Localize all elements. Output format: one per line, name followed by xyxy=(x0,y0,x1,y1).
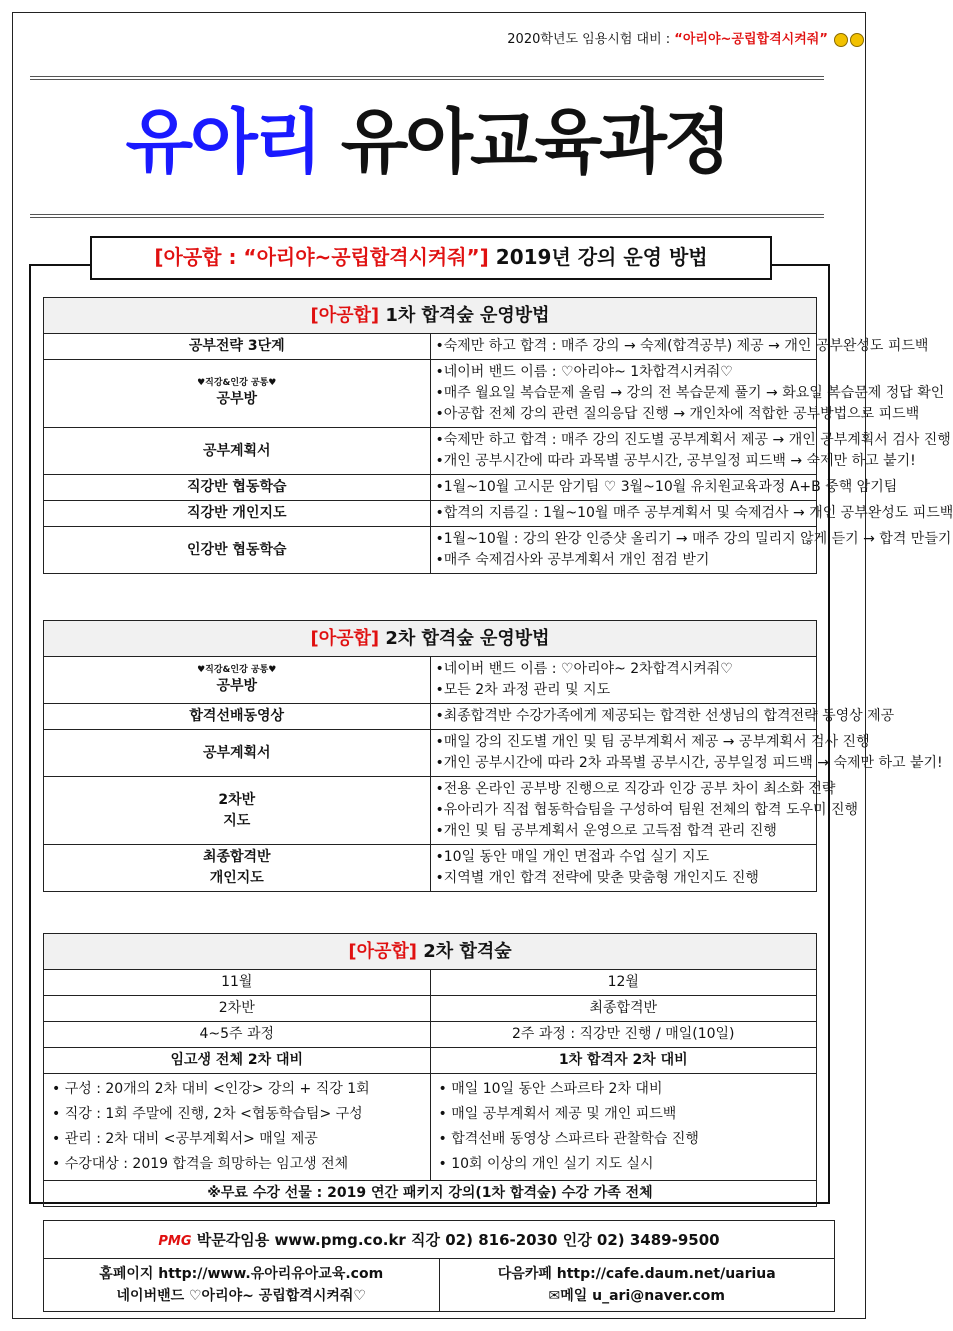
footer-contact: www.pmg.co.kr 직강 02) 816-2030 인강 02) 3489-9500 xyxy=(269,1231,720,1249)
content-line: •10일 동안 매일 개인 면접과 수업 실기 지도 xyxy=(435,849,710,865)
label-main: 2차반 xyxy=(218,791,256,808)
left-duration: 4~5주 과정 xyxy=(44,1022,431,1048)
content-line: •1월~10월 : 강의 완강 인증샷 올리기 → 매주 강의 밀리지 않게 듣기 → 합격 만들기 xyxy=(435,531,952,547)
list-item: • 매일 공부계획서 제공 및 개인 피드백 xyxy=(438,1106,677,1122)
right-class-name: 최종합격반 xyxy=(430,996,817,1022)
content-line: •매주 월요일 복습문제 올림 → 강의 전 복습문제 풀기 → 화요일 복습문제 정답 확인 xyxy=(435,385,945,401)
label-main-2: 개인지도 xyxy=(209,870,264,886)
section1-row-label: 인강반 협동학습 xyxy=(44,527,431,574)
list-item: • 구성 : 20개의 2차 대비 <인강> 강의 + 직강 1회 xyxy=(52,1081,370,1097)
section2-row-content xyxy=(430,657,817,704)
section2-row-label xyxy=(44,845,431,892)
section1-row-content xyxy=(430,360,945,428)
free-gift-note: ※무료 수강 선물 : 2019 연간 패키지 강의(1차 합격숲) 수강 가족 전체 xyxy=(44,1181,817,1207)
top-slogan xyxy=(507,28,864,47)
list-item: • 매일 10일 동안 스파르타 2차 대비 xyxy=(438,1081,663,1097)
label-main-2: 지도 xyxy=(223,812,251,829)
section1-row-content xyxy=(430,334,929,360)
content-line: •지역별 개인 합격 전략에 맞춘 맞춤형 개인지도 진행 xyxy=(435,870,759,886)
section3-title xyxy=(44,934,817,970)
content-line: •유아리가 직접 협동학습팀을 구성하여 팀원 전체의 합격 도우미 진행 xyxy=(435,802,859,818)
left-month: 11월 xyxy=(44,970,431,996)
section2-table xyxy=(43,620,943,892)
section1-row-content xyxy=(430,501,953,527)
section3-table xyxy=(43,933,817,1207)
content-line: •1월~10월 고시문 암기팀 ♡ 3월~10월 유치원교육과정 A+B 중핵 암기팀 xyxy=(435,479,898,495)
section2-row-content xyxy=(430,845,817,892)
footer-right xyxy=(439,1259,835,1311)
label-main: 공부방 xyxy=(216,391,258,407)
content-line: •개인 공부시간에 따라 과목별 공부시간, 공부일정 피드백 → 숙제만 하고 붙기! xyxy=(435,453,916,469)
mascot-icon-2 xyxy=(850,33,864,47)
hero-title xyxy=(0,84,854,200)
content-line: •모든 2차 과정 관리 및 지도 xyxy=(435,682,611,698)
content-line: •매주 숙제검사와 공부계획서 개인 점검 받기 xyxy=(435,552,710,568)
footer-company-row xyxy=(44,1221,834,1259)
hero-brand: 유아리 xyxy=(125,101,320,183)
footer-left xyxy=(44,1259,439,1311)
section2-title xyxy=(44,621,817,657)
banner-title xyxy=(90,236,772,280)
section1-row-label: 공부전략 3단계 xyxy=(44,334,431,360)
left-items xyxy=(44,1074,431,1181)
content-line: •전용 온라인 공부방 진행으로 직강과 인강 공부 차이 최소화 전략 xyxy=(435,781,836,797)
divider-top xyxy=(30,76,824,80)
email-link[interactable]: ✉메일 u_ari@naver.com xyxy=(548,1288,726,1304)
section3-tag: [아공합] xyxy=(348,941,417,962)
list-item: • 합격선배 동영상 스파르타 관찰학습 진행 xyxy=(438,1131,699,1147)
hero-course: 유아교육과정 xyxy=(319,101,729,183)
section1-title-text: 1차 합격숲 운영방법 xyxy=(379,305,550,326)
label-main: 공부방 xyxy=(216,677,258,694)
label-main: 최종합격반 xyxy=(202,849,271,865)
section1-title xyxy=(44,298,817,334)
section2-row-label: 합격선배동영상 xyxy=(44,704,431,730)
list-item: • 관리 : 2차 대비 <공부계획서> 매일 제공 xyxy=(52,1131,318,1147)
pmg-logo: PMG xyxy=(158,1234,192,1249)
section1-row-content xyxy=(430,428,951,475)
right-items xyxy=(430,1074,817,1181)
section1-row-label: 직강반 협동학습 xyxy=(44,475,431,501)
content-line: •최종합격반 수강가족에게 제공되는 합격한 선생님의 합격전략 동영상 제공 xyxy=(435,708,895,724)
section2-row-content xyxy=(430,704,895,730)
content-line: •아공합 전체 강의 관련 질의응답 진행 → 개인차에 적합한 공부방법으로 피드백 xyxy=(435,406,920,422)
label-small: ♥직강&인강 공통♥ xyxy=(197,664,277,675)
section1-tag: [아공합] xyxy=(310,305,380,326)
daum-cafe-link[interactable]: 다음카페 http://cafe.daum.net/uariua xyxy=(497,1266,776,1282)
list-item: • 직강 : 1회 주말에 진행, 2차 <협동학습팀> 구성 xyxy=(52,1106,363,1122)
content-line: •숙제만 하고 합격 : 매주 강의 진도별 공부계획서 제공 → 개인 공부계획서 검사 진행 xyxy=(435,432,951,448)
section2-title-text: 2차 합격숲 운영방법 xyxy=(379,628,550,649)
section2-tag: [아공합] xyxy=(310,628,380,649)
left-target: 임고생 전체 2차 대비 xyxy=(44,1048,431,1074)
section1-row-content xyxy=(430,475,898,501)
section2-row-content xyxy=(430,730,943,777)
right-duration: 2주 과정 : 직강만 진행 / 매일(10일) xyxy=(430,1022,817,1048)
section2-row-content xyxy=(430,777,859,845)
content-line: •개인 공부시간에 따라 2차 과목별 공부시간, 공부일정 피드백 → 숙제만 하고 붙기! xyxy=(435,755,943,771)
top-slogan-prefix: 2020학년도 임용시험 대비 : xyxy=(507,32,675,47)
banner-rest: 2019년 강의 운영 방법 xyxy=(488,245,708,269)
right-target: 1차 합격자 2차 대비 xyxy=(430,1048,817,1074)
list-item: • 수강대상 : 2019 합격을 희망하는 임고생 전체 xyxy=(52,1156,349,1172)
section1-row-label xyxy=(44,360,431,428)
right-month: 12월 xyxy=(430,970,817,996)
section1-table xyxy=(43,297,953,574)
section2-row-label xyxy=(44,657,431,704)
content-line: •매일 강의 진도별 개인 및 팀 공부계획서 제공 → 공부계획서 검사 진행 xyxy=(435,734,870,750)
content-line: •네이버 밴드 이름 : ♡아리야~ 2차합격시켜줘♡ xyxy=(435,661,733,677)
content-line: •숙제만 하고 합격 : 매주 강의 → 숙제(합격공부) 제공 → 개인 공부완성도 피드백 xyxy=(435,338,929,354)
footer-company: 박문각임용 xyxy=(196,1231,270,1249)
divider-hero xyxy=(30,214,824,218)
homepage-link[interactable]: 홈페이지 http://www.유아리유아교육.com xyxy=(99,1266,384,1282)
mascot-icon xyxy=(834,33,848,47)
section1-row-content xyxy=(430,527,952,574)
banner-tag: [아공합 : “아리야~공립합격시켜줘”] xyxy=(154,245,489,269)
content-line: •합격의 지름길 : 1월~10월 매주 공부계획서 및 숙제검사 → 개인 공부완성도 피드백 xyxy=(435,505,953,521)
footer-links-row xyxy=(44,1259,834,1311)
section1-row-label: 직강반 개인지도 xyxy=(44,501,431,527)
section2-row-label xyxy=(44,777,431,845)
top-slogan-quote: “아리야~공립합격시켜줘” xyxy=(674,32,828,47)
footer xyxy=(43,1220,835,1312)
content-line: •개인 및 팀 공부계획서 운영으로 고득점 합격 관리 진행 xyxy=(435,823,777,839)
list-item: • 10회 이상의 개인 실기 지도 실시 xyxy=(438,1156,654,1172)
section1-row-label: 공부계획서 xyxy=(44,428,431,475)
label-small: ♥직강&인강 공통♥ xyxy=(197,378,277,388)
left-class-name: 2차반 xyxy=(44,996,431,1022)
content-line: •네이버 밴드 이름 : ♡아리야~ 1차합격시켜줘♡ xyxy=(435,364,733,380)
naver-band: 네이버밴드 ♡아리야~ 공립합격시켜줘♡ xyxy=(116,1288,366,1304)
section3-title-text: 2차 합격숲 xyxy=(417,941,512,962)
section2-row-label: 공부계획서 xyxy=(44,730,431,777)
